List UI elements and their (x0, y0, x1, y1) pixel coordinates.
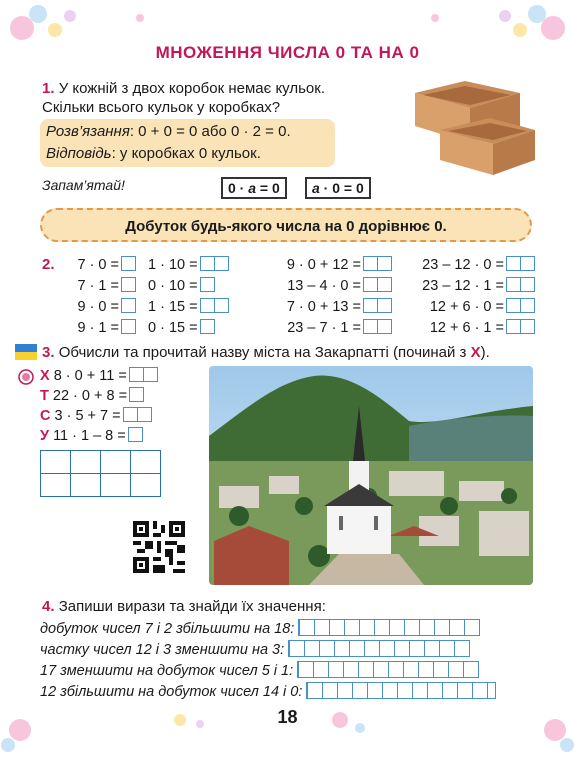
answer-cell[interactable] (377, 319, 392, 334)
flag-icon (15, 344, 37, 360)
task2-expr: 1 · 15 = (148, 299, 198, 315)
page-title: МНОЖЕННЯ ЧИСЛА 0 ТА НА 0 (155, 43, 420, 62)
task4-prompt (42, 597, 326, 616)
answer-cell[interactable] (363, 319, 378, 334)
rule2-post: · 0 = 0 (319, 180, 364, 196)
answer-cell[interactable] (506, 319, 521, 334)
answer-grid[interactable] (297, 661, 479, 678)
task4-number: 4. (42, 598, 55, 615)
task4-item: 17 зменшити на добуток чисел 5 і 1: (40, 663, 294, 679)
answer-grid[interactable] (288, 640, 470, 657)
rule-banner: Добуток будь-якого числа на 0 дорівнює 0. (40, 208, 532, 242)
task3-expr: 3 · 5 + 7 = (54, 408, 121, 424)
task2-expr: 12 + 6 · 0 = (429, 299, 504, 315)
task4-items (40, 619, 496, 703)
answer-cell[interactable] (377, 256, 392, 271)
answer-cell[interactable] (121, 319, 136, 334)
task3-number: 3. (42, 344, 55, 361)
task3-prompt (42, 343, 490, 362)
grid-cell[interactable] (41, 451, 71, 474)
answer-cell[interactable] (520, 256, 535, 271)
answer-cell[interactable] (143, 367, 158, 382)
solution-text: : 0 + 0 = 0 або 0 · 2 = 0. (129, 123, 291, 140)
decor-top (0, 0, 575, 40)
answer-cell[interactable] (200, 256, 215, 271)
answer-cell[interactable] (377, 277, 392, 292)
answer-cell[interactable] (137, 407, 152, 422)
task2-number: 2. (42, 256, 55, 273)
answer-cell[interactable] (129, 367, 144, 382)
task4-item: частку чисел 12 і 3 зменшити на 3: (40, 642, 285, 658)
rule-a-times-zero (305, 177, 371, 199)
rule2-var: a (312, 180, 320, 196)
answer-cell[interactable] (200, 277, 215, 292)
task3-rows (40, 367, 158, 445)
task2-expr: 12 + 6 · 1 = (429, 320, 504, 336)
answer-cell[interactable] (520, 319, 535, 334)
task2-expr: 13 – 4 · 0 = (287, 278, 361, 294)
answer-cell[interactable] (363, 256, 378, 271)
qr-code-icon[interactable] (133, 521, 185, 573)
task1-number: 1. (42, 80, 55, 97)
task3-letter: У (40, 428, 50, 444)
grid-cell[interactable] (71, 474, 101, 497)
answer-cell[interactable] (121, 277, 136, 292)
grid-cell[interactable] (101, 474, 131, 497)
task2-expr: 0 · 10 = (148, 278, 198, 294)
task3-letter: Т (40, 388, 49, 404)
rule1-pre: 0 · (228, 180, 249, 196)
town-photo (209, 366, 533, 585)
task4-prompt-text: Запиши вирази та знайди їх значення: (58, 598, 326, 615)
grid-cell[interactable] (41, 474, 71, 497)
solution-line (46, 121, 291, 143)
task2-col2 (148, 256, 229, 337)
answer-cell[interactable] (363, 277, 378, 292)
task3-prompt-text: Обчисли та прочитай назву міста на Закарпатті (починай з (58, 344, 471, 361)
rule1-var: a (248, 180, 257, 196)
task3-prompt-letter: Х (470, 344, 481, 361)
grid-cell[interactable] (71, 451, 101, 474)
solution-label: Розв’язання (46, 123, 130, 140)
answer-cell[interactable] (121, 256, 136, 271)
answer-cell[interactable] (520, 298, 535, 313)
target-circle-icon (18, 369, 34, 385)
letter-grid (40, 450, 161, 497)
grid-cell[interactable] (101, 451, 131, 474)
answer-cell[interactable] (214, 256, 229, 271)
task2-expr: 23 – 12 · 1 = (422, 278, 504, 294)
task2-expr: 7 · 0 = (77, 257, 119, 273)
task4-item: добуток чисел 7 і 2 збільшити на 18: (40, 621, 295, 637)
answer-cell[interactable] (200, 319, 215, 334)
task3-letter: Х (40, 368, 50, 384)
answer-cell[interactable] (123, 407, 138, 422)
rule-zero-times-a (221, 177, 287, 199)
task2-expr: 9 · 0 = (77, 299, 119, 315)
task2-expr: 9 · 1 = (77, 320, 119, 336)
task2-expr: 7 · 0 + 13 = (286, 299, 361, 315)
answer-cell[interactable] (214, 298, 229, 313)
answer-cell[interactable] (377, 298, 392, 313)
answer-cell[interactable] (129, 387, 144, 402)
task2-expr: 23 – 7 · 1 = (287, 320, 361, 336)
grid-cell[interactable] (131, 474, 161, 497)
remember-label: Запам’ятай! (42, 177, 125, 193)
task2-expr: 7 · 1 = (77, 278, 119, 294)
grid-cell[interactable] (131, 451, 161, 474)
answer-cell[interactable] (128, 427, 143, 442)
page-number: 18 (277, 707, 298, 727)
answer-cell[interactable] (506, 277, 521, 292)
task2-expr: 9 · 0 + 12 = (286, 257, 361, 273)
boxes-illustration (405, 78, 535, 178)
task4-item: 12 збільшити на добуток чисел 14 і 0: (40, 684, 303, 700)
task3-prompt-end: ). (480, 344, 490, 361)
task3-letter: С (40, 408, 51, 424)
task3-expr: 11 · 1 – 8 = (53, 428, 126, 444)
answer-grid[interactable] (298, 619, 480, 636)
answer-cell[interactable] (506, 298, 521, 313)
answer-label: Відповідь (46, 145, 112, 162)
task1-text (42, 79, 392, 117)
answer-text: : у коробках 0 кульок. (111, 145, 261, 162)
answer-grid[interactable] (306, 682, 496, 699)
task3-expr: 8 · 0 + 11 = (53, 368, 127, 384)
answer-cell[interactable] (121, 298, 136, 313)
task2-col1 (64, 256, 136, 337)
task1-line1: У кожній з двох коробок немає кульок. (58, 80, 325, 97)
task2-expr: 1 · 10 = (148, 257, 198, 273)
answer-cell[interactable] (363, 298, 378, 313)
task2-col3 (264, 256, 392, 337)
answer-line (46, 143, 261, 165)
answer-cell[interactable] (200, 298, 215, 313)
task2-expr: 0 · 15 = (148, 320, 198, 336)
task1-line2: Скільки всього кульок у коробках? (42, 99, 281, 116)
answer-cell[interactable] (506, 256, 521, 271)
rule1-post: = 0 (256, 180, 280, 196)
answer-cell[interactable] (520, 277, 535, 292)
task2-expr: 23 – 12 · 0 = (422, 257, 504, 273)
task3-expr: 22 · 0 + 8 = (52, 388, 128, 404)
task2-col4 (407, 256, 535, 337)
